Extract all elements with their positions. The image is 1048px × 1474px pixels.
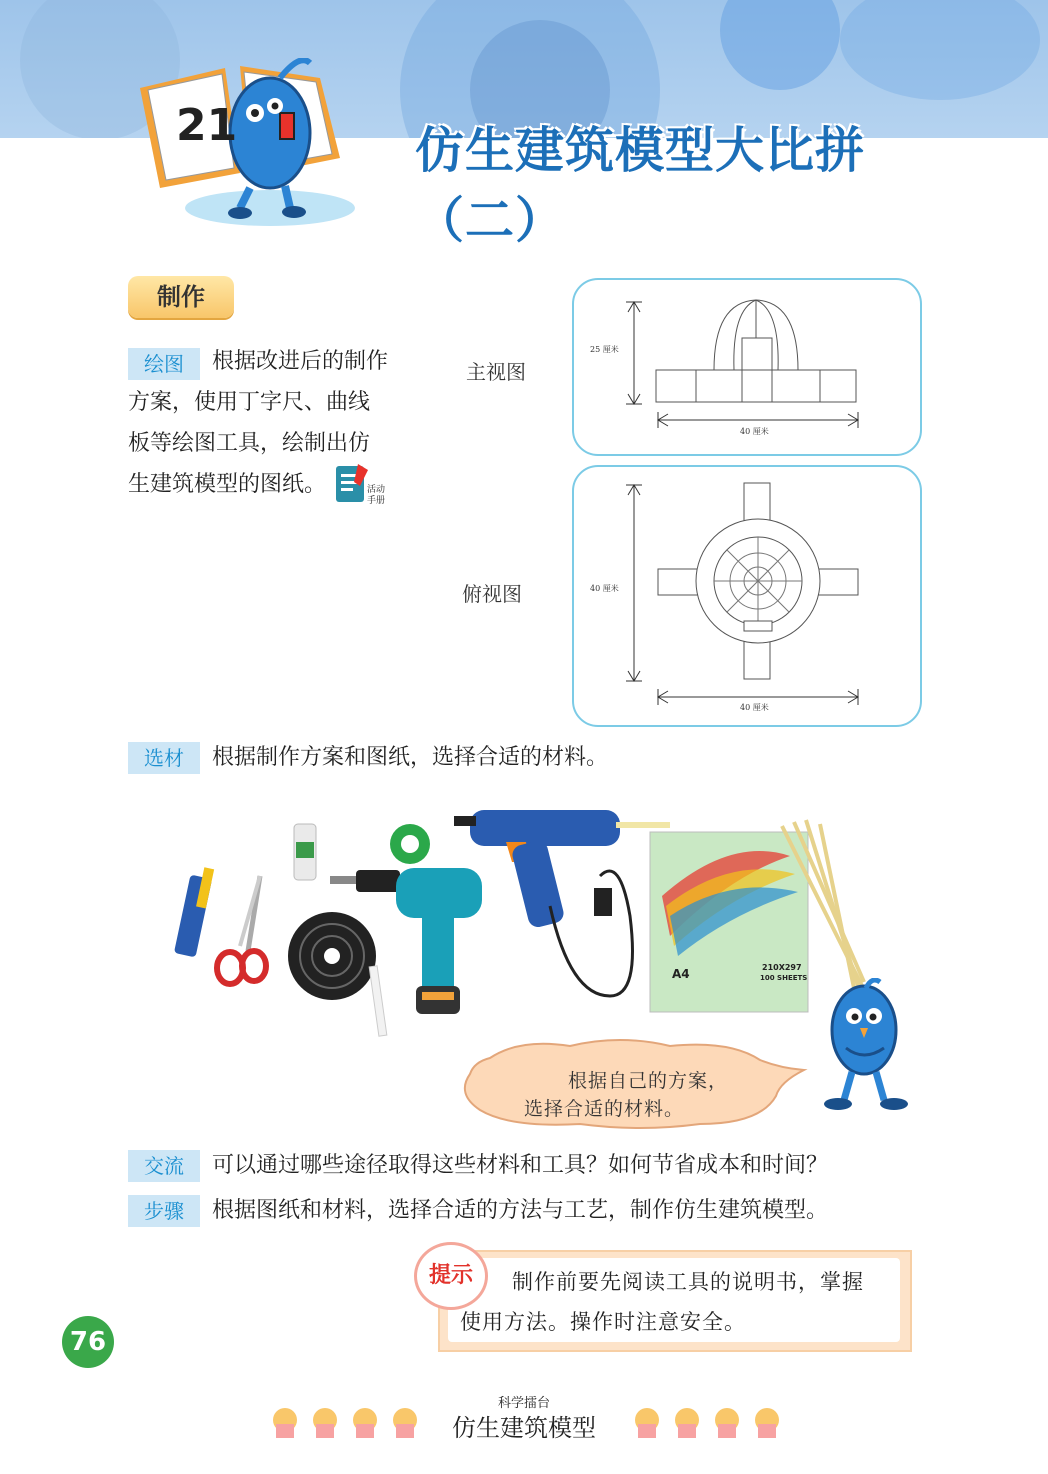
top-height-dim: 40 厘米 <box>590 584 619 593</box>
drawing-text-line1: 根据改进后的制作 <box>212 349 389 374</box>
lesson-title: 仿生建筑模型大比拼（二） <box>415 122 866 249</box>
label-procedure: 步骤 <box>128 1195 200 1227</box>
utility-knife-icon <box>174 867 214 957</box>
label-discuss: 交流 <box>128 1150 200 1182</box>
tape-roll-icon <box>390 824 430 864</box>
cupcake-icon <box>270 1408 300 1440</box>
drawing-text-line4: 生建筑模型的图纸。 <box>128 472 327 497</box>
handbook-text-1: 活动 <box>367 485 386 495</box>
tip-badge: 提示 <box>414 1242 488 1310</box>
activity-handbook-icon <box>334 462 388 506</box>
page-number: 76 <box>62 1316 114 1368</box>
materials-photo <box>170 796 870 1046</box>
top-view-drawing <box>574 467 920 725</box>
label-drawing: 绘图 <box>128 348 200 380</box>
cupcake-icon <box>672 1408 702 1440</box>
front-width-dim: 40 厘米 <box>740 427 769 436</box>
cupcake-icon <box>390 1408 420 1440</box>
cupcake-icon <box>712 1408 742 1440</box>
label-materials: 选材 <box>128 742 200 774</box>
drawing-text-line2: 方案，使用丁字尺、曲线 <box>128 390 371 415</box>
footer-series: 科学擂台 <box>497 1396 550 1411</box>
front-height-dim: 25 厘米 <box>590 345 619 354</box>
led-strip-reel-icon <box>288 912 387 1036</box>
paper-count-label: 100 SHEETS <box>760 974 808 982</box>
procedure-text: 根据图纸和材料，选择合适的方法与工艺，制作仿生建筑模型。 <box>212 1198 829 1223</box>
section-tag: 制作 <box>128 276 234 318</box>
front-view-drawing-box <box>572 278 922 456</box>
a4-paper-pack-icon <box>650 832 808 1012</box>
paper-dims-label: 210X297 <box>762 963 802 972</box>
scissors-icon <box>217 876 266 984</box>
discuss-text: 可以通过哪些途径取得这些材料和工具？如何节省成本和时间？ <box>212 1153 829 1178</box>
bubble-text-line1: 根据自己的方案， <box>568 1070 729 1092</box>
lesson-number: 21 <box>176 100 238 151</box>
front-view-label: 主视图 <box>466 360 526 384</box>
materials-text: 根据制作方案和图纸，选择合适的材料。 <box>212 745 609 770</box>
drawing-text-line3: 板等绘图工具，绘制出仿 <box>128 431 371 456</box>
glue-gun-icon <box>454 810 670 996</box>
mascot-character <box>818 978 918 1118</box>
tip-text-line2: 使用方法。操作时注意安全。 <box>460 1310 746 1334</box>
front-view-drawing <box>574 280 920 454</box>
tip-text-line1: 制作前要先阅读工具的说明书，掌握 <box>512 1270 864 1294</box>
handbook-text-2: 手册 <box>367 496 386 506</box>
top-view-drawing-box <box>572 465 922 727</box>
footer-book-title: 仿生建筑模型 <box>452 1414 596 1442</box>
top-view-label: 俯视图 <box>462 582 522 606</box>
cupcake-icon <box>752 1408 782 1440</box>
cupcake-icon <box>350 1408 380 1440</box>
paper-size-label: A4 <box>672 967 690 981</box>
lesson-badge-mascot <box>140 58 355 228</box>
cupcake-icon <box>310 1408 340 1440</box>
bubble-text-line2: 选择合适的材料。 <box>524 1098 685 1120</box>
glue-stick-icon <box>294 824 316 880</box>
top-width-dim: 40 厘米 <box>740 703 769 712</box>
cupcake-icon <box>632 1408 662 1440</box>
